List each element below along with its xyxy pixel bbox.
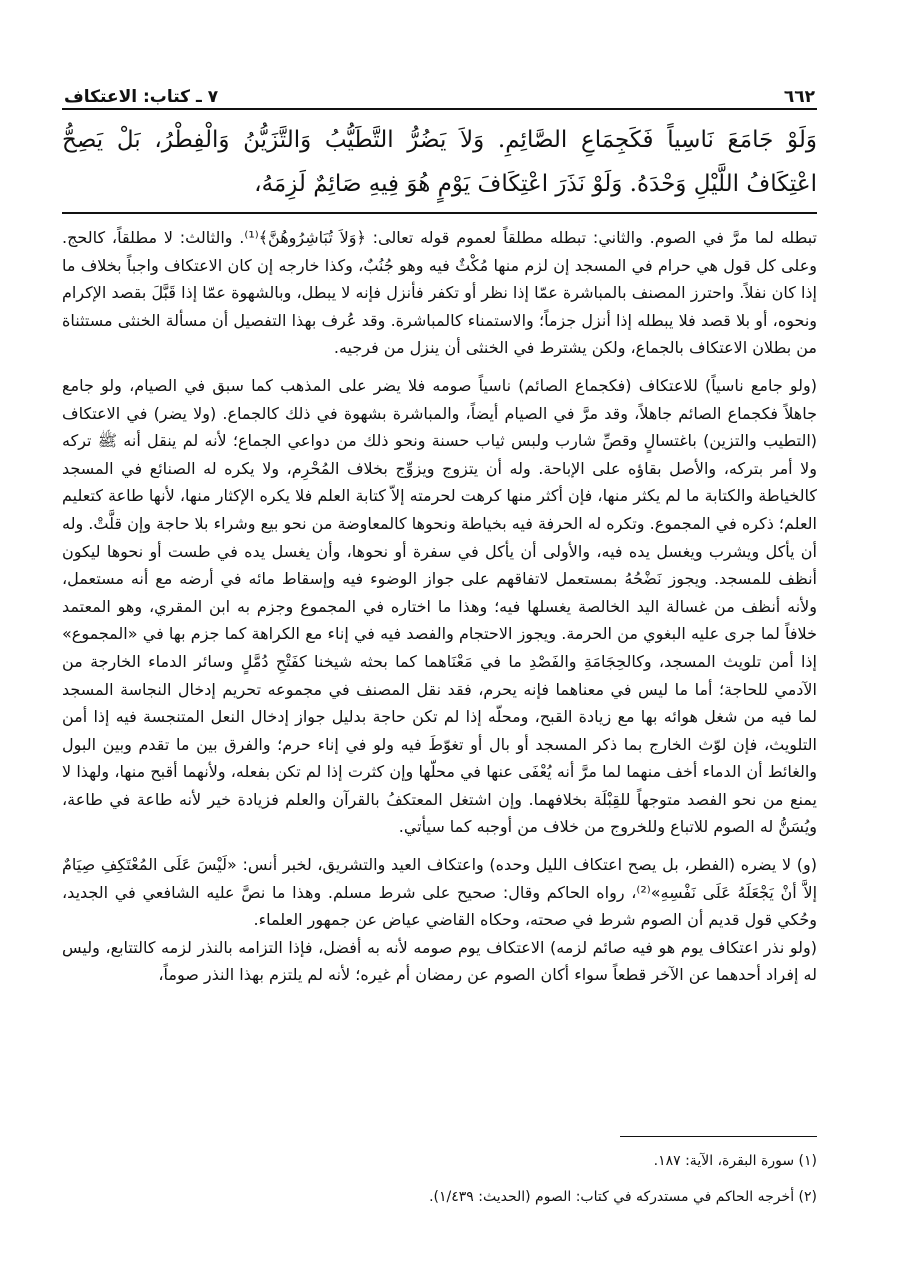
book-title: ٧ ـ كتاب: الاعتكاف bbox=[64, 87, 219, 107]
footnote-item: (٢) أخرجه الحاكم في مستدركه في كتاب: الصوم (الحديث: ١/٤٣٩). bbox=[429, 1189, 817, 1205]
commentary-paragraph: (و) لا يضره (الفطر، بل يصح اعتكاف الليل وحده) واعتكاف العيد والتشريق، لخبر أنس: «لَيْسَ عَلَى المُعْتَكِفِ صِيَامٌ إلاَّ أنْ يَجْعَلَهُ عَلَى نَفْسِهِ»⁽²⁾، رواه الحاكم وقال: صحيح على شرط مسلم. وهذا ما نصَّ عليه الشافعي في الجديد، وحُكي قول قديم أن الصوم شرط في صحته، وحكاه القاضي عياض عن جمهور العلماء. bbox=[62, 855, 818, 930]
commentary bbox=[62, 224, 817, 989]
page-number: ٦٦٢ bbox=[783, 87, 815, 107]
commentary-paragraph: تبطله لما مرَّ في الصوم. والثاني: تبطله مطلقاً لعموم قوله تعالى: ﴿وَلاَ تُبَاشِرُوهُنَّ﴾⁽¹⁾. والثالث: لا مطلقاً، كالحج. وعلى كل قول هي حرام في المسجد إن لزم منها مُكْثٌ فيه وهو جُنُبٌ، وكذا خارجه إن كان الاعتكاف واجباً بخلاف ما إذا كان نفلاً. واحترز المصنف بالمباشرة عمّا إذا نظر أو تكفر فأنزل فإنه لا يبطل، وبالشهوة عمّا إذا قَبَّلَ بقصد الإكرام ونحوه، أو بلا قصد فلا يبطله إذا أنزل جزماً؛ والاستمناء كالمباشرة. وقد عُرف بهذا التفصيل أن مسألة الخنثى مستثناة من بطلان الاعتكاف بالجماع، ولكن يشترط في الخنثى أن ينزل من فرجيه. bbox=[62, 228, 817, 358]
matn-text: وَلَوْ جَامَعَ نَاسِياً فَكَجِمَاعِ الصَّائِمِ. وَلاَ يَضُرُّ التَّطَيُّبُ وَالتَّزَيُّنُ وَالْفِطْرُ، بَلْ يَصِحُّ اعْتِكَافُ اللَّيْلِ وَحْدَهُ. وَلَوْ نَذَرَ اعْتِكَافَ يَوْمٍ هُوَ فِيهِ صَائِمٌ لَزِمَهُ، bbox=[62, 127, 817, 197]
commentary-paragraph: (ولو جامع ناسياً) للاعتكاف (فكجماع الصائم) ناسياً صومه فلا يضر على المذهب كما سبق في الصيام، ولو جامع جاهلاً فكجماع الصائم جاهلاً، وقد مرَّ في الصيام أيضاً، والمباشرة بشهوة في ذلك كالجماع. (ولا يضر) في الاعتكاف (التطيب والتزين) باغتسالٍ وقصِّ شارب ولبس ثياب حسنة ونحو ذلك من دواعي الجماع؛ لأنه لم ينقل أنه ﷺ تركه ولا أمر بتركه، والأصل بقاؤه على الإباحة. وله أن يتزوج ويزوِّج بخلاف المُحْرِم، ولا يكره له الصنائع في المسجد كالخياطة والكتابة ما لم يكثر منها، فإن أكثر منها كرهت لحرمته إلاّ كتابة العلم فلا يكره الإكثار منها، لأنها طاعة كتعليم العلم؛ ذكره في المجموع. وتكره له الحرفة فيه بخياطة ونحوها كالمعاوضة من نحو بيع وشراء بلا حاجة وإن قلَّتْ. وله أن يأكل ويشرب ويغسل يده فيه، والأولى أن يأكل في سفرة أو نحوها، وأن يغسل يده في طست أو نحوها ليكون أنظف للمسجد. ويجوز نَضْحُهُ بمستعمل لاتفاقهم على جواز الوضوء فيه وإسقاط مائه في أرضه مع أنه مستعمل، ولأنه أنظف من غسالة اليد الخالصة يغسلها فيه؛ وهذا ما اختاره في المجموع وجزم به ابن المقري، وهو المعتمد خلافاً لما جرى عليه البغوي من الحرمة. ويجوز الاحتجام والفصد فيه في إناء مع الكراهة كما جزم بها في «المجموع» إذا أمن تلويث المسجد، وكالحِجَامَةِ والفَصْدِ ما في مَعْنَاهما كما بحثه شيخنا كفَتْحِ دُمَّلٍ وسائر الدماء الخارجة من الآدمي للحاجة؛ أما ما ليس في معناهما فإنه يحرم، فقد نقل المصنف في مجموعه تحريم إدخال النجاسة المسجد لما فيه من شغل هوائه بها مع زيادة القبح، ومحلّه إذا لم تكن حاجة بدليل جواز إدخال النعل المتنجسة فيه إذا أمن التلويث، فإن لوّث الخارج بما ذكر المسجد أو بال أو تغوّطَ فيه ولو في إناء حرم؛ والفرق بين ما تقدم وبين البول والغائط أن الدماء أخف منهما لما مرَّ أنه يُعْفَى عنها في محلّها وإن كثرت إذا لم تكن بفعله، ولأنهما أقبح منها، ولهذا لا يمنع من نحو الفصد متوجهاً للقِبْلَة بخلافهما. وإن اشتغل المعتكفُ بالقرآن والعلم فزيادة خير لأنه طاعة في طاعة، ويُسَنُّ له الصوم للاتباع وللخروج من خلاف من أوجبه كما سيأتي. bbox=[62, 375, 817, 837]
footnote-item: (١) سورة البقرة، الآية: ١٨٧. bbox=[653, 1153, 817, 1169]
matn-divider bbox=[62, 212, 817, 214]
commentary-paragraph: (ولو نذر اعتكاف يوم هو فيه صائم لزمه) الاعتكاف يوم صومه لأنه به أفضل، فإذا التزامه بالنذر لزمه كالتتابع، وليس له إفراد أحدهما عن الآخر قطعاً سواء أكان الصوم عن رمضان أم غيره؛ لأنه لم يلتزم بهذا النذر صوماً، bbox=[62, 937, 817, 985]
page-header bbox=[62, 84, 817, 110]
footnotes bbox=[62, 1143, 817, 1215]
footnote-divider bbox=[620, 1136, 817, 1137]
